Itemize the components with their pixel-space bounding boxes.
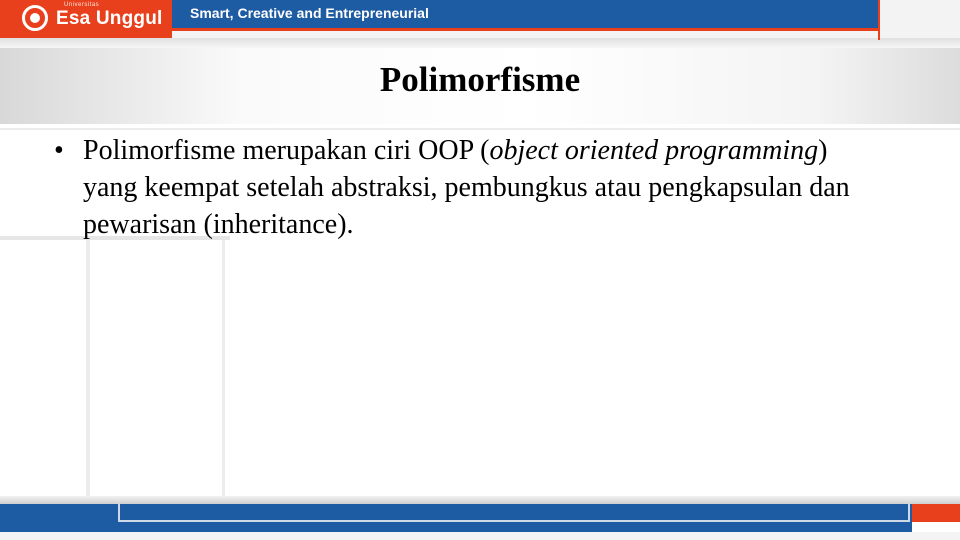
bullet-marker: • [54, 135, 64, 166]
decor-line [222, 240, 225, 502]
bullet-list [54, 132, 874, 243]
tagline-text: Smart, Creative and Entrepreneurial [190, 5, 429, 21]
logo-name: Esa Unggul [56, 8, 163, 29]
footer-accent [912, 504, 960, 522]
esa-unggul-logo-icon [22, 5, 48, 31]
slide-title: Polimorfisme [379, 60, 581, 99]
university-logo [0, 0, 172, 38]
slide-header [0, 0, 960, 48]
bullet-item [54, 132, 874, 243]
decor-line [86, 240, 90, 502]
footer-frame [118, 502, 910, 522]
logo-small-text: Universitas [64, 2, 100, 8]
decor-line [0, 128, 960, 130]
footer-base [0, 532, 960, 540]
bullet-text: Polimorfisme merupakan ciri OOP ( [83, 135, 490, 166]
bullet-italic-term: object oriented programming [489, 135, 819, 166]
bullet-text: ) yang keempat setelah abstraksi, pembungkus atau pengkapsulan dan pewarisan (inheritance). [83, 135, 850, 240]
